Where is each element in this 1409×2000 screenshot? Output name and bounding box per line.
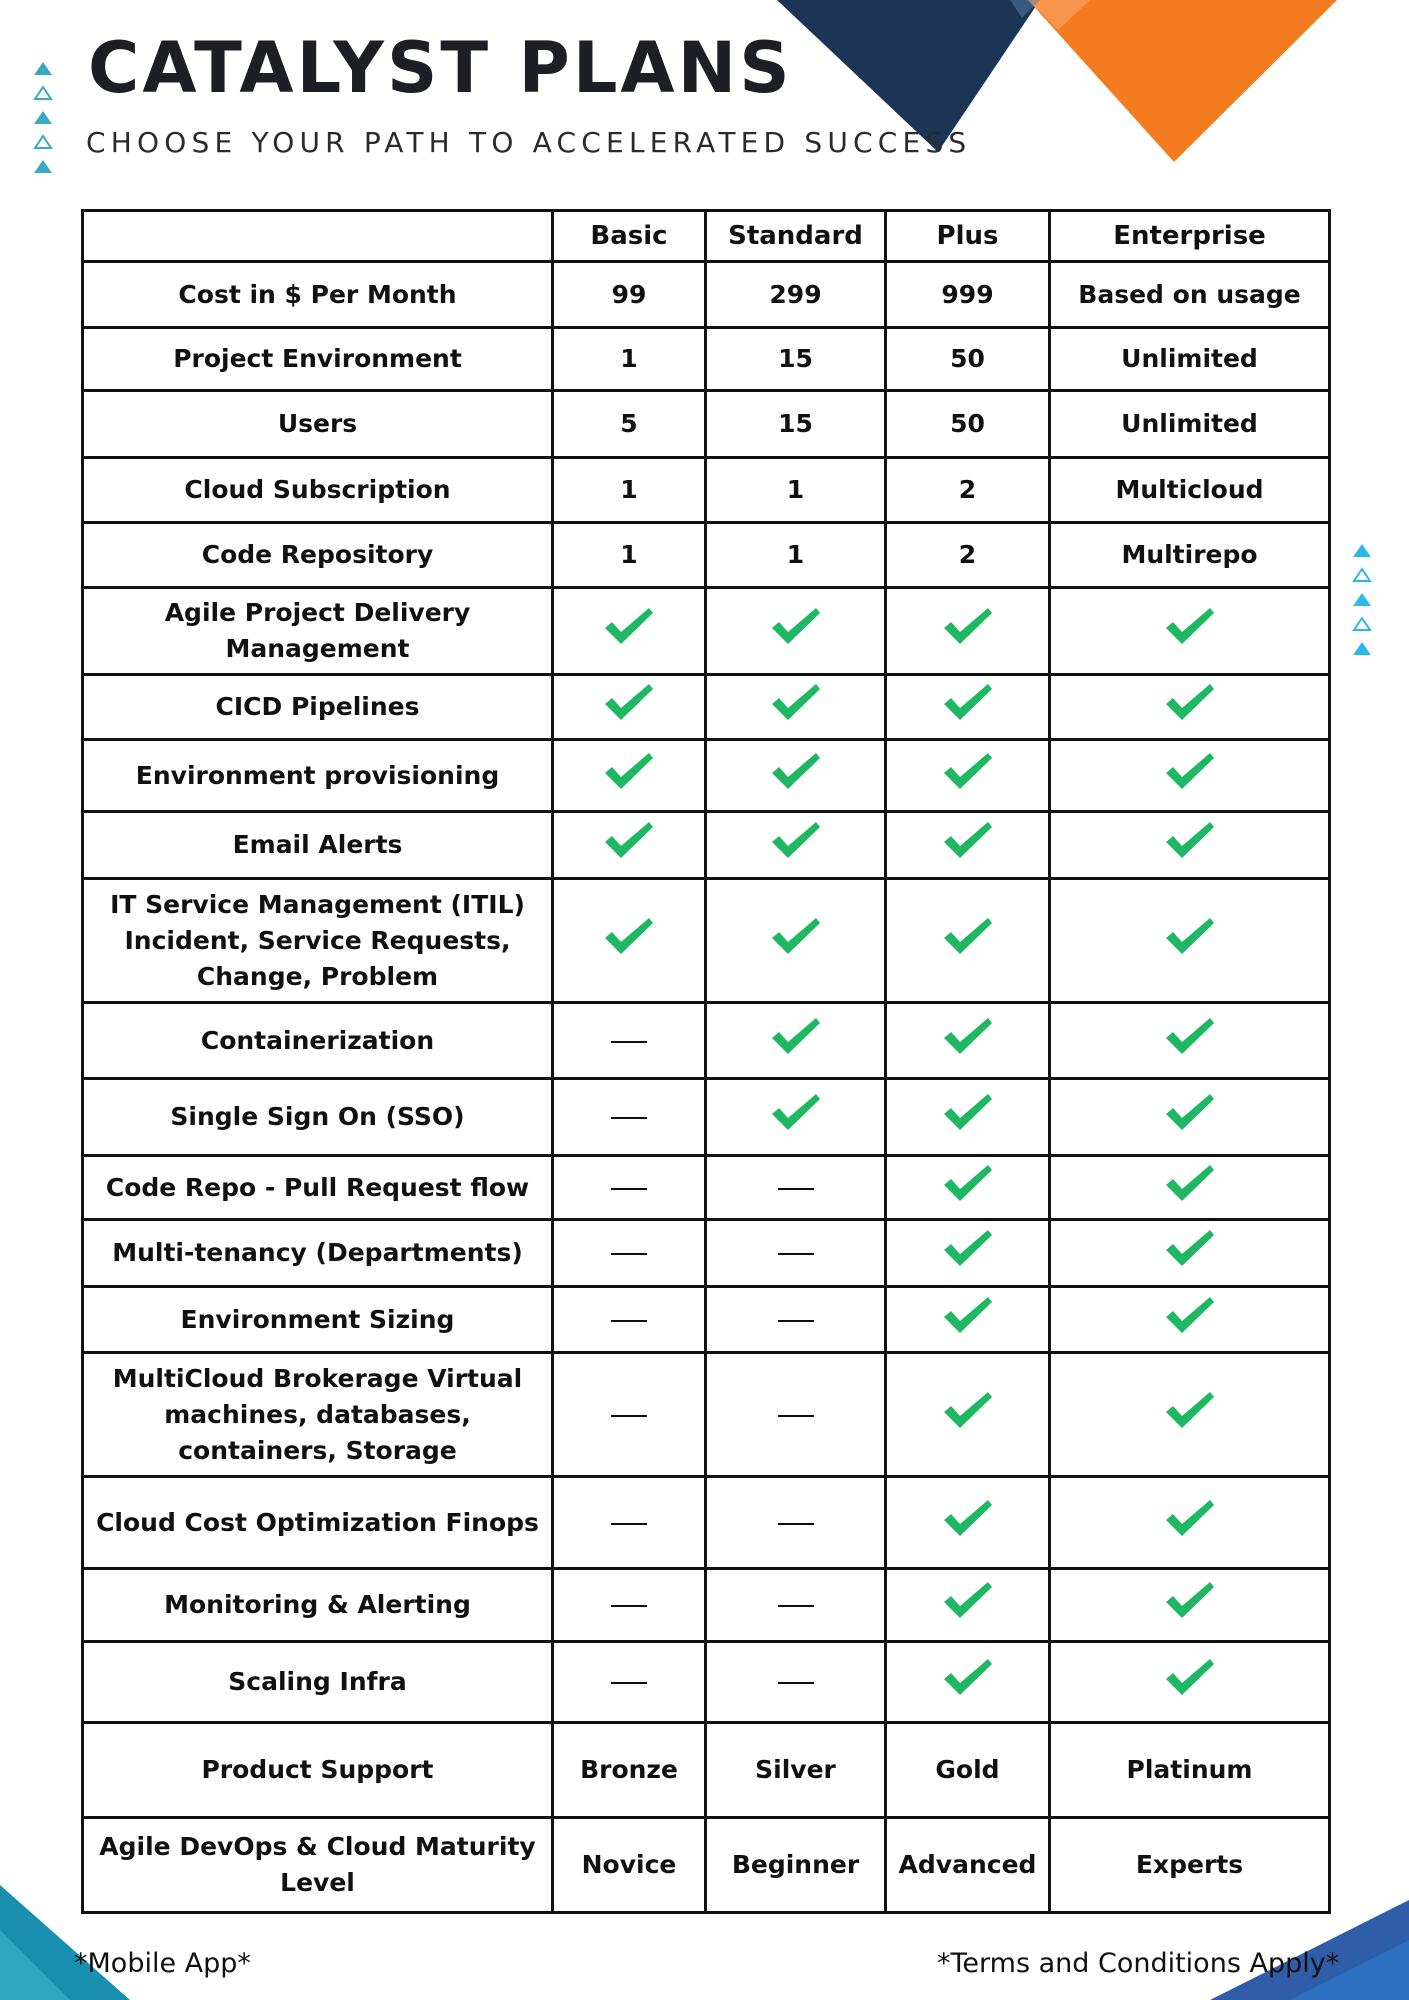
checkmark-icon (942, 916, 994, 966)
table-row (83, 1156, 1330, 1220)
feature-label: Product Support (83, 1723, 553, 1818)
table-row (83, 328, 1330, 391)
dash-icon (778, 1523, 814, 1525)
value-cell: Bronze (553, 1723, 706, 1818)
included-cell (1050, 1220, 1330, 1287)
value-cell: 2 (886, 458, 1050, 523)
checkmark-icon (942, 1092, 994, 1142)
plan-header-4: Enterprise (1050, 211, 1330, 262)
not-included-cell (706, 1353, 886, 1477)
value-cell: Experts (1050, 1818, 1330, 1913)
checkmark-icon (942, 751, 994, 801)
included-cell (1050, 1569, 1330, 1642)
table-row (83, 1079, 1330, 1156)
plan-header-2: Standard (706, 211, 886, 262)
checkmark-icon (603, 606, 655, 656)
checkmark-icon (603, 820, 655, 870)
table-row (83, 675, 1330, 740)
feature-label: Environment Sizing (83, 1287, 553, 1353)
not-included-cell (706, 1220, 886, 1287)
dash-icon (611, 1117, 647, 1119)
value-cell: 5 (553, 391, 706, 458)
value-cell: 99 (553, 262, 706, 328)
checkmark-icon (1164, 1390, 1216, 1440)
checkmark-icon (1164, 1163, 1216, 1213)
included-cell (886, 675, 1050, 740)
table-row (83, 1477, 1330, 1569)
checkmark-icon (603, 682, 655, 732)
dash-icon (611, 1188, 647, 1190)
table-row (83, 1353, 1330, 1477)
included-cell (886, 879, 1050, 1003)
checkmark-icon (1164, 916, 1216, 966)
feature-label: Agile Project Delivery Management (83, 588, 553, 675)
checkmark-icon (770, 606, 822, 656)
value-cell: 50 (886, 391, 1050, 458)
value-cell: Silver (706, 1723, 886, 1818)
included-cell (706, 675, 886, 740)
checkmark-icon (1164, 1016, 1216, 1066)
checkmark-icon (1164, 1657, 1216, 1707)
dash-icon (611, 1682, 647, 1684)
dash-icon (778, 1188, 814, 1190)
checkmark-icon (770, 1016, 822, 1066)
not-included-cell (706, 1287, 886, 1353)
included-cell (1050, 1156, 1330, 1220)
feature-label: Email Alerts (83, 812, 553, 879)
feature-label: Agile DevOps & Cloud Maturity Level (83, 1818, 553, 1913)
included-cell (553, 879, 706, 1003)
not-included-cell (706, 1477, 886, 1569)
dash-icon (778, 1605, 814, 1607)
value-cell: 1 (553, 328, 706, 391)
dash-icon (611, 1253, 647, 1255)
dash-icon (611, 1320, 647, 1322)
included-cell (886, 1642, 1050, 1723)
table-row (83, 1569, 1330, 1642)
value-cell: 1 (553, 458, 706, 523)
value-cell: 2 (886, 523, 1050, 588)
value-cell: Unlimited (1050, 391, 1330, 458)
checkmark-icon (770, 682, 822, 732)
feature-label: MultiCloud Brokerage Virtual machines, databases, containers, Storage (83, 1353, 553, 1477)
checkmark-icon (603, 751, 655, 801)
checkmark-icon (1164, 1295, 1216, 1345)
table-row (83, 1642, 1330, 1723)
checkmark-icon (1164, 1228, 1216, 1278)
checkmark-icon (942, 682, 994, 732)
included-cell (1050, 1079, 1330, 1156)
value-cell: 15 (706, 328, 886, 391)
dash-icon (778, 1253, 814, 1255)
checkmark-icon (942, 1163, 994, 1213)
value-cell: Advanced (886, 1818, 1050, 1913)
table-row (83, 523, 1330, 588)
included-cell (1050, 812, 1330, 879)
not-included-cell (553, 1569, 706, 1642)
table-row (83, 1220, 1330, 1287)
plan-header-3: Plus (886, 211, 1050, 262)
checkmark-icon (770, 751, 822, 801)
included-cell (886, 1477, 1050, 1569)
feature-label: Cost in $ Per Month (83, 262, 553, 328)
included-cell (706, 879, 886, 1003)
feature-label: Scaling Infra (83, 1642, 553, 1723)
included-cell (553, 812, 706, 879)
feature-label: Project Environment (83, 328, 553, 391)
feature-label: Cloud Cost Optimization Finops (83, 1477, 553, 1569)
feature-label: Users (83, 391, 553, 458)
checkmark-icon (942, 1228, 994, 1278)
plans-comparison-table (81, 209, 1331, 1914)
checkmark-icon (603, 916, 655, 966)
included-cell (1050, 1642, 1330, 1723)
value-cell: Beginner (706, 1818, 886, 1913)
value-cell: 50 (886, 328, 1050, 391)
included-cell (886, 1220, 1050, 1287)
feature-label: Cloud Subscription (83, 458, 553, 523)
terms-note: *Terms and Conditions Apply* (937, 1948, 1340, 1979)
table-row (83, 1003, 1330, 1079)
value-cell: 1 (706, 523, 886, 588)
included-cell (706, 588, 886, 675)
table-row (83, 879, 1330, 1003)
included-cell (886, 1287, 1050, 1353)
checkmark-icon (1164, 1092, 1216, 1142)
not-included-cell (553, 1287, 706, 1353)
included-cell (553, 740, 706, 812)
value-cell: Unlimited (1050, 328, 1330, 391)
checkmark-icon (942, 1657, 994, 1707)
not-included-cell (553, 1353, 706, 1477)
dash-icon (778, 1682, 814, 1684)
feature-label: CICD Pipelines (83, 675, 553, 740)
value-cell: 1 (706, 458, 886, 523)
page-subtitle: CHOOSE YOUR PATH TO ACCELERATED SUCCESS (86, 126, 972, 159)
checkmark-icon (942, 820, 994, 870)
included-cell (1050, 1287, 1330, 1353)
checkmark-icon (1164, 820, 1216, 870)
not-included-cell (553, 1642, 706, 1723)
included-cell (706, 812, 886, 879)
dash-icon (778, 1320, 814, 1322)
included-cell (886, 1079, 1050, 1156)
included-cell (1050, 740, 1330, 812)
value-cell: Gold (886, 1723, 1050, 1818)
included-cell (1050, 1477, 1330, 1569)
checkmark-icon (1164, 1580, 1216, 1630)
checkmark-icon (942, 1016, 994, 1066)
checkmark-icon (942, 1390, 994, 1440)
table-row (83, 1287, 1330, 1353)
included-cell (1050, 588, 1330, 675)
not-included-cell (553, 1477, 706, 1569)
table-header-row (83, 211, 1330, 262)
value-cell: Multirepo (1050, 523, 1330, 588)
not-included-cell (553, 1220, 706, 1287)
value-cell: 1 (553, 523, 706, 588)
checkmark-icon (1164, 606, 1216, 656)
value-cell: 15 (706, 391, 886, 458)
included-cell (1050, 1003, 1330, 1079)
feature-label: Single Sign On (SSO) (83, 1079, 553, 1156)
checkmark-icon (770, 820, 822, 870)
feature-label: Multi-tenancy (Departments) (83, 1220, 553, 1287)
included-cell (886, 1156, 1050, 1220)
checkmark-icon (942, 1498, 994, 1548)
value-cell: Platinum (1050, 1723, 1330, 1818)
not-included-cell (553, 1156, 706, 1220)
included-cell (706, 740, 886, 812)
feature-label: Containerization (83, 1003, 553, 1079)
plan-header-1: Basic (553, 211, 706, 262)
included-cell (706, 1079, 886, 1156)
included-cell (886, 1003, 1050, 1079)
table-row (83, 391, 1330, 458)
checkmark-icon (770, 916, 822, 966)
triangle-markers-right-icon (1352, 542, 1372, 662)
value-cell: 299 (706, 262, 886, 328)
table-row (83, 740, 1330, 812)
checkmark-icon (1164, 1498, 1216, 1548)
feature-label: Environment provisioning (83, 740, 553, 812)
dash-icon (611, 1605, 647, 1607)
checkmark-icon (1164, 682, 1216, 732)
not-included-cell (706, 1569, 886, 1642)
mobile-app-note: *Mobile App* (74, 1948, 251, 1979)
feature-label: Code Repo - Pull Request flow (83, 1156, 553, 1220)
feature-label: Monitoring & Alerting (83, 1569, 553, 1642)
dash-icon (778, 1415, 814, 1417)
not-included-cell (706, 1642, 886, 1723)
feature-label: Code Repository (83, 523, 553, 588)
included-cell (886, 1569, 1050, 1642)
table-row (83, 1818, 1330, 1913)
checkmark-icon (770, 1092, 822, 1142)
included-cell (1050, 1353, 1330, 1477)
included-cell (553, 675, 706, 740)
value-cell: Multicloud (1050, 458, 1330, 523)
table-row (83, 1723, 1330, 1818)
not-included-cell (553, 1003, 706, 1079)
included-cell (1050, 675, 1330, 740)
checkmark-icon (942, 1295, 994, 1345)
checkmark-icon (942, 1580, 994, 1630)
not-included-cell (706, 1156, 886, 1220)
dash-icon (611, 1415, 647, 1417)
page-title: CATALYST PLANS (88, 27, 793, 109)
included-cell (886, 588, 1050, 675)
included-cell (886, 740, 1050, 812)
triangle-markers-left-icon (33, 60, 53, 180)
included-cell (553, 588, 706, 675)
table-row (83, 262, 1330, 328)
header-cell-empty (83, 211, 553, 262)
feature-label: IT Service Management (ITIL) Incident, Service Requests, Change, Problem (83, 879, 553, 1003)
included-cell (1050, 879, 1330, 1003)
value-cell: 999 (886, 262, 1050, 328)
not-included-cell (553, 1079, 706, 1156)
value-cell: Novice (553, 1818, 706, 1913)
checkmark-icon (1164, 751, 1216, 801)
dash-icon (611, 1523, 647, 1525)
table-row (83, 458, 1330, 523)
included-cell (706, 1003, 886, 1079)
checkmark-icon (942, 606, 994, 656)
table-row (83, 812, 1330, 879)
dash-icon (611, 1041, 647, 1043)
included-cell (886, 812, 1050, 879)
value-cell: Based on usage (1050, 262, 1330, 328)
table-row (83, 588, 1330, 675)
included-cell (886, 1353, 1050, 1477)
